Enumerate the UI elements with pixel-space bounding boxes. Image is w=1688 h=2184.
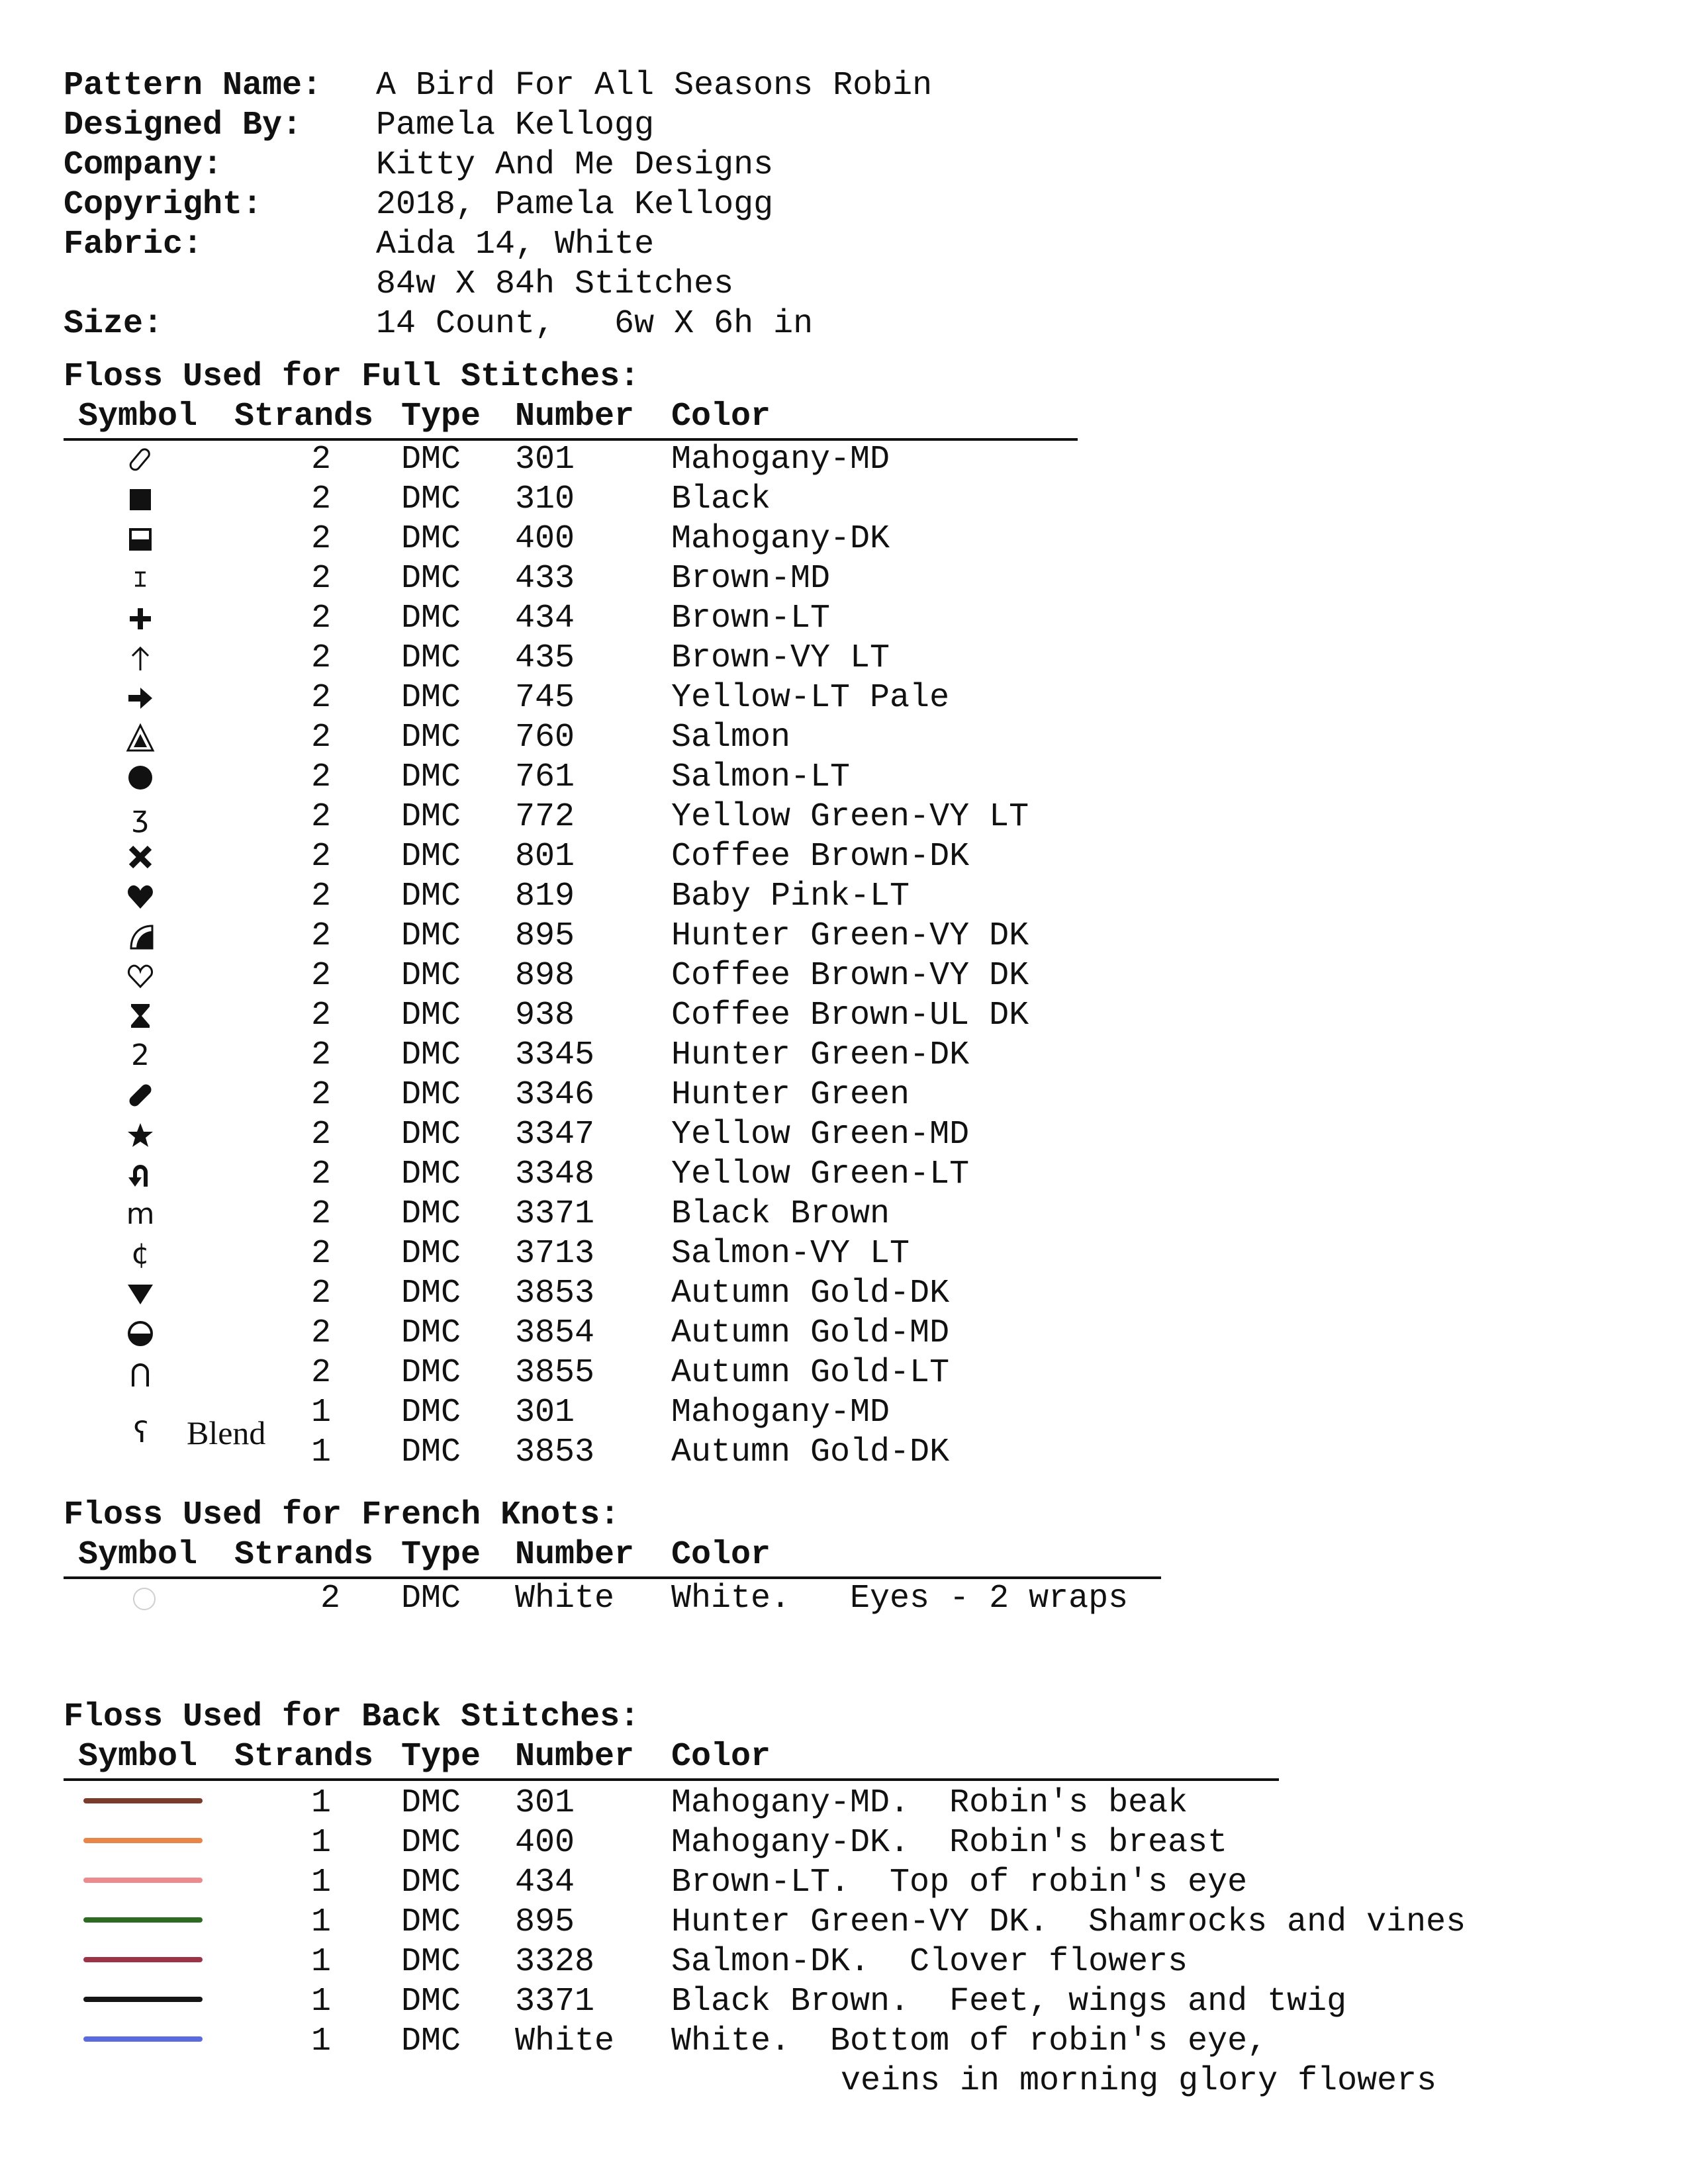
- stitch-line-icon: [83, 2036, 203, 2042]
- cell-type: DMC: [401, 1235, 461, 1273]
- cell-strands: 2: [311, 878, 332, 915]
- cell-color: Black: [671, 480, 771, 518]
- blend-number-1: 301: [515, 1394, 575, 1432]
- cell-type: DMC: [401, 957, 461, 995]
- col-color: Color: [671, 398, 771, 435]
- outline-heart-icon: [120, 956, 160, 996]
- cell-strands: 2: [311, 1354, 332, 1392]
- cell-number: 3347: [515, 1116, 595, 1154]
- cell-type: DMC: [401, 1195, 461, 1233]
- cell-color: Hunter Green-VY DK: [671, 917, 1029, 955]
- size-label: Size:: [64, 305, 164, 343]
- cell-number: 433: [515, 560, 575, 598]
- cell-number: 938: [515, 997, 575, 1034]
- cell-strands: 2: [311, 997, 332, 1034]
- cell-strands: 2: [311, 957, 332, 995]
- cell-type: DMC: [401, 639, 461, 677]
- size-value: 14 Count, 6w X 6h in: [376, 305, 814, 343]
- cell-color: Hunter Green-VY DK. Shamrocks and vines: [671, 1903, 1466, 1941]
- cell-strands: 2: [311, 1195, 332, 1233]
- cell-color: Mahogany-DK: [671, 520, 890, 558]
- cell-color: Hunter Green-DK: [671, 1036, 970, 1074]
- cell-type: DMC: [401, 917, 461, 955]
- cell-number: 310: [515, 480, 575, 518]
- quarter-arc-icon: [120, 917, 160, 956]
- cell-number: 434: [515, 1864, 575, 1901]
- cell-color: Brown-VY LT: [671, 639, 890, 677]
- hourglass-icon: [120, 996, 160, 1036]
- cell-strands: 1: [311, 1784, 332, 1822]
- col-type: Type: [401, 1536, 481, 1574]
- col-strands: Strands: [234, 398, 374, 435]
- knots-number: White: [515, 1580, 615, 1617]
- cell-type: DMC: [401, 878, 461, 915]
- cell-color: Baby Pink-LT: [671, 878, 910, 915]
- cell-number: 3855: [515, 1354, 595, 1392]
- pattern-name-label: Pattern Name:: [64, 67, 322, 105]
- cell-color: Salmon-DK. Clover flowers: [671, 1943, 1188, 1981]
- cell-strands: 2: [311, 917, 332, 955]
- cell-number: 3713: [515, 1235, 595, 1273]
- pencil-outline-icon: [120, 440, 160, 480]
- designer-value: Pamela Kellogg: [376, 107, 655, 144]
- cell-strands: 2: [311, 798, 332, 836]
- stitch-line-icon: [83, 1878, 203, 1883]
- cell-color: Autumn Gold-LT: [671, 1354, 950, 1392]
- cell-type: DMC: [401, 1354, 461, 1392]
- blend-color-2: Autumn Gold-DK: [671, 1433, 950, 1471]
- cell-number: 819: [515, 878, 575, 915]
- u-turn-arrow-icon: [120, 1155, 160, 1195]
- cell-type: DMC: [401, 1314, 461, 1352]
- pattern-name-value: A Bird For All Seasons Robin: [376, 67, 933, 105]
- cell-strands: 2: [311, 1314, 332, 1352]
- half-circle-icon: [120, 1314, 160, 1353]
- cell-number: 760: [515, 719, 575, 756]
- arch-icon: [120, 1353, 160, 1393]
- cell-type: DMC: [401, 1275, 461, 1312]
- cell-strands: 1: [311, 1864, 332, 1901]
- cell-color: White. Bottom of robin's eye,: [671, 2023, 1268, 2060]
- stitch-line-icon: [83, 1798, 203, 1803]
- half-filled-square-icon: [120, 520, 160, 559]
- up-arrow-icon: [120, 639, 160, 678]
- cell-number: 3854: [515, 1314, 595, 1352]
- cell-color: Coffee Brown-DK: [671, 838, 970, 876]
- cell-color: Mahogany-MD: [671, 441, 890, 478]
- filled-circle-icon: [120, 758, 160, 797]
- back-stitches-title: Floss Used for Back Stitches:: [64, 1698, 640, 1736]
- cell-type: DMC: [401, 1076, 461, 1114]
- down-triangle-icon: [120, 1274, 160, 1314]
- cell-number: 3348: [515, 1156, 595, 1193]
- cell-strands: 2: [311, 1036, 332, 1074]
- digit-three-icon: ʒ: [132, 800, 149, 834]
- cell-number: 895: [515, 1903, 575, 1941]
- cell-strands: 2: [311, 1156, 332, 1193]
- cell-strands: 2: [311, 520, 332, 558]
- cell-strands: 2: [311, 758, 332, 796]
- col-color: Color: [671, 1738, 771, 1776]
- cell-color: Coffee Brown-UL DK: [671, 997, 1029, 1034]
- cell-type: DMC: [401, 520, 461, 558]
- cell-strands: 2: [311, 480, 332, 518]
- cell-strands: 2: [311, 639, 332, 677]
- filled-heart-icon: [120, 877, 160, 917]
- cell-type: DMC: [401, 1864, 461, 1901]
- cell-number: 301: [515, 441, 575, 478]
- cell-number: 3371: [515, 1195, 595, 1233]
- french-knots-title: Floss Used for French Knots:: [64, 1496, 620, 1534]
- blend-type-2: DMC: [401, 1433, 461, 1471]
- cell-number: 745: [515, 679, 575, 717]
- copyright-value: 2018, Pamela Kellogg: [376, 186, 774, 224]
- cell-strands: 1: [311, 1824, 332, 1862]
- col-symbol: Symbol: [78, 398, 198, 435]
- capsule-icon: [120, 1075, 160, 1115]
- cell-strands: 2: [311, 838, 332, 876]
- cell-number: 895: [515, 917, 575, 955]
- small-circle-icon: [124, 1579, 164, 1619]
- cell-type: DMC: [401, 480, 461, 518]
- company-label: Company:: [64, 146, 223, 184]
- cell-strands: 1: [311, 2023, 332, 2060]
- cell-color: Salmon-VY LT: [671, 1235, 910, 1273]
- cell-type: DMC: [401, 1036, 461, 1074]
- cell-color: Yellow Green-LT: [671, 1156, 970, 1193]
- cent-sign-icon: ¢: [131, 1237, 150, 1271]
- cell-strands: 2: [311, 560, 332, 598]
- full-stitches-title: Floss Used for Full Stitches:: [64, 358, 640, 396]
- cell-type: DMC: [401, 560, 461, 598]
- digit-two-icon: 2: [131, 1038, 150, 1072]
- cell-number: 898: [515, 957, 575, 995]
- copyright-label: Copyright:: [64, 186, 263, 224]
- cell-strands: 2: [311, 1235, 332, 1273]
- col-symbol: Symbol: [78, 1738, 198, 1776]
- cell-number: White: [515, 2023, 615, 2060]
- col-number: Number: [515, 1536, 635, 1574]
- cell-type: DMC: [401, 600, 461, 637]
- cell-type: DMC: [401, 1824, 461, 1862]
- cell-strands: 2: [311, 600, 332, 637]
- col-number: Number: [515, 398, 635, 435]
- company-value: Kitty And Me Designs: [376, 146, 774, 184]
- col-color: Color: [671, 1536, 771, 1574]
- cell-color: Brown-LT. Top of robin's eye: [671, 1864, 1248, 1901]
- right-arrow-icon: [120, 678, 160, 718]
- cell-strands: 1: [311, 1903, 332, 1941]
- cell-type: DMC: [401, 1156, 461, 1193]
- fabric-label: Fabric:: [64, 226, 203, 263]
- cell-strands: 1: [311, 1943, 332, 1981]
- col-number: Number: [515, 1738, 635, 1776]
- cell-strands: 2: [311, 679, 332, 717]
- cell-number: 772: [515, 798, 575, 836]
- cell-color: Yellow Green-VY LT: [671, 798, 1029, 836]
- cell-strands: 2: [311, 441, 332, 478]
- cell-color: Black Brown. Feet, wings and twig: [671, 1983, 1347, 2021]
- cell-number: 3853: [515, 1275, 595, 1312]
- back-continuation: veins in morning glory flowers: [841, 2062, 1437, 2100]
- cell-color: Black Brown: [671, 1195, 890, 1233]
- cell-number: 301: [515, 1784, 575, 1822]
- stitch-line-icon: [83, 1997, 203, 2002]
- i-beam-icon: [120, 559, 160, 599]
- back-header-rule: [64, 1778, 1279, 1781]
- blend-strands-2: 1: [311, 1433, 332, 1471]
- cell-color: Brown-MD: [671, 560, 831, 598]
- cell-type: DMC: [401, 719, 461, 756]
- cell-number: 3346: [515, 1076, 595, 1114]
- cell-number: 801: [515, 838, 575, 876]
- blend-type-1: DMC: [401, 1394, 461, 1432]
- digit-five-icon: ʕ: [133, 1416, 149, 1449]
- cell-color: Salmon-LT: [671, 758, 851, 796]
- letter-m-icon: m: [126, 1197, 155, 1231]
- cell-strands: 1: [311, 1983, 332, 2021]
- cell-color: Mahogany-MD. Robin's beak: [671, 1784, 1188, 1822]
- col-strands: Strands: [234, 1738, 374, 1776]
- cell-type: DMC: [401, 997, 461, 1034]
- cell-number: 434: [515, 600, 575, 637]
- stitches-value: 84w X 84h Stitches: [376, 265, 734, 303]
- col-strands: Strands: [234, 1536, 374, 1574]
- fabric-value: Aida 14, White: [376, 226, 655, 263]
- cell-color: Salmon: [671, 719, 791, 756]
- blend-strands-1: 1: [311, 1394, 332, 1432]
- cell-number: 435: [515, 639, 575, 677]
- designer-label: Designed By:: [64, 107, 303, 144]
- cell-type: DMC: [401, 441, 461, 478]
- cell-type: DMC: [401, 1983, 461, 2021]
- stitch-line-icon: [83, 1917, 203, 1923]
- cell-color: Yellow Green-MD: [671, 1116, 970, 1154]
- cell-number: 400: [515, 520, 575, 558]
- cell-strands: 2: [311, 1116, 332, 1154]
- cell-number: 3371: [515, 1983, 595, 2021]
- cell-color: Autumn Gold-DK: [671, 1275, 950, 1312]
- col-type: Type: [401, 398, 481, 435]
- nested-triangle-icon: [120, 718, 160, 758]
- cell-type: DMC: [401, 2023, 461, 2060]
- blend-color-1: Mahogany-MD: [671, 1394, 890, 1432]
- knots-strands: 2: [320, 1580, 341, 1617]
- cell-type: DMC: [401, 1903, 461, 1941]
- knots-type: DMC: [401, 1580, 461, 1617]
- blend-number-2: 3853: [515, 1433, 595, 1471]
- cell-strands: 2: [311, 1076, 332, 1114]
- filled-square-icon: [120, 480, 160, 520]
- cell-strands: 2: [311, 1275, 332, 1312]
- stitch-line-icon: [83, 1838, 203, 1843]
- heavy-x-icon: [120, 837, 160, 877]
- cell-color: Autumn Gold-MD: [671, 1314, 950, 1352]
- cell-type: DMC: [401, 1116, 461, 1154]
- cell-type: DMC: [401, 758, 461, 796]
- star-icon: [120, 1115, 160, 1155]
- cell-type: DMC: [401, 798, 461, 836]
- cell-type: DMC: [401, 679, 461, 717]
- knots-color: White. Eyes - 2 wraps: [671, 1580, 1129, 1617]
- cell-number: 3328: [515, 1943, 595, 1981]
- cell-number: 3345: [515, 1036, 595, 1074]
- cell-strands: 2: [311, 719, 332, 756]
- cell-type: DMC: [401, 838, 461, 876]
- blend-label: Blend: [187, 1414, 266, 1451]
- cell-type: DMC: [401, 1943, 461, 1981]
- bold-plus-icon: [120, 599, 160, 639]
- cell-color: Coffee Brown-VY DK: [671, 957, 1029, 995]
- stitch-line-icon: [83, 1957, 203, 1962]
- cell-number: 761: [515, 758, 575, 796]
- cell-number: 400: [515, 1824, 575, 1862]
- cell-color: Brown-LT: [671, 600, 831, 637]
- col-type: Type: [401, 1738, 481, 1776]
- cell-color: Yellow-LT Pale: [671, 679, 950, 717]
- cell-type: DMC: [401, 1784, 461, 1822]
- cell-color: Mahogany-DK. Robin's breast: [671, 1824, 1228, 1862]
- col-symbol: Symbol: [78, 1536, 198, 1574]
- cell-color: Hunter Green: [671, 1076, 910, 1114]
